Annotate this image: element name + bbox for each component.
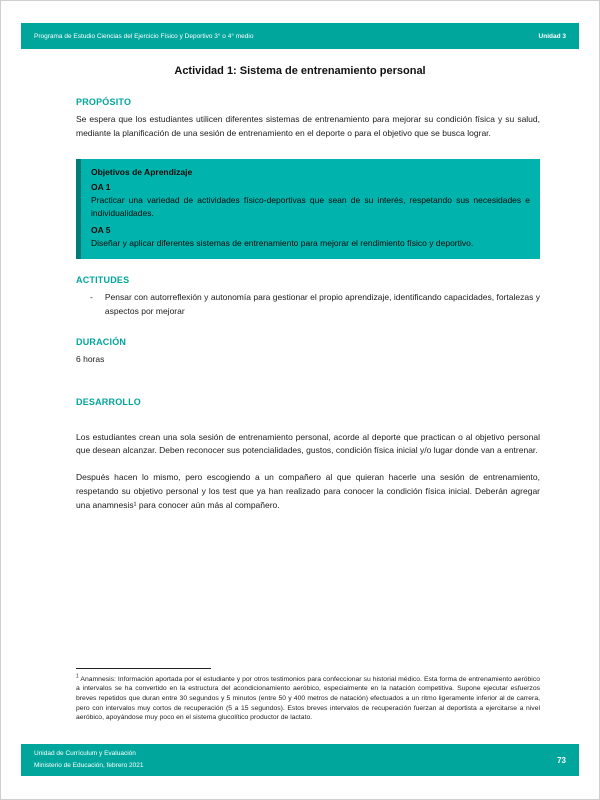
desarrollo-paragraph-1: Los estudiantes crean una sola sesión de entrenamiento personal, acorde al deporte que practican o al objetivo personal que desean alcanzar. Deben reconocer sus potencialidades, gustos, condición física inicial y/o lugar donde van a entrenar. xyxy=(76,431,540,456)
desarrollo-paragraph-2: Después hacen lo mismo, pero escogiendo a un compañero al que quieran hacerle una sesión de entrenamiento, respetando su objetivo personal y los test que ya han realizado para conocer la condición física inicial. Deberán agregar una anamnesis¹ para conocer aún más al compañero. xyxy=(76,472,540,510)
actitudes-body: Pensar con autorreflexión y autonomía para gestionar el propio aprendizaje, identificando capacidades, fortalezas y aspectos por mejorar xyxy=(104,292,540,317)
footnote-marker: 1 xyxy=(76,673,79,680)
section-actitudes xyxy=(76,275,540,319)
actitudes-heading: ACTITUDES xyxy=(76,275,130,286)
activity-title: Actividad 1: Sistema de entrenamiento personal xyxy=(174,65,426,77)
footer-line-2: Ministerio de Educación, febrero 2021 xyxy=(34,762,144,769)
actitudes-list-item xyxy=(76,291,540,319)
footnote-divider xyxy=(76,668,211,669)
objetivos-aprendizaje-box xyxy=(76,159,540,260)
bullet-dash: - xyxy=(90,292,93,303)
proposito-heading: PROPÓSITO xyxy=(76,97,132,107)
desarrollo-heading: DESARROLLO xyxy=(76,396,141,407)
oa1-code: OA 1 xyxy=(91,181,111,192)
proposito-body: Se espera que los estudiantes utilicen diferentes sistemas de entrenamiento para mejorar su condición física y su salud, mediante la planificación de una sesión de entrenamiento en el deporte o para el objetivo que se busca lograr. xyxy=(76,114,540,138)
section-desarrollo xyxy=(76,397,540,513)
header-unit-label: Unidad 3 xyxy=(538,32,566,40)
oa1-text: Practicar una variedad de actividades físico-deportivas que sean de su interés, respetando sus necesidades e individualidades. xyxy=(91,194,530,219)
footnote-text xyxy=(76,675,540,723)
duracion-body: 6 horas xyxy=(76,353,105,364)
page-header-bar xyxy=(21,23,579,49)
section-proposito xyxy=(76,97,540,141)
oa5-text: Diseñar y aplicar diferentes sistemas de entrenamiento para mejorar el rendimiento físico y deportivo. xyxy=(91,237,474,248)
oa5-code: OA 5 xyxy=(91,224,111,235)
page-number: 73 xyxy=(557,755,566,765)
page-footer-bar xyxy=(21,744,579,776)
section-duracion xyxy=(76,337,540,367)
duracion-heading: DURACIÓN xyxy=(76,336,127,347)
footer-credits xyxy=(34,748,143,771)
header-program-title: Programa de Estudio Ciencias del Ejercicio Físico y Deportivo 3° o 4° medio xyxy=(34,32,254,40)
content-area xyxy=(76,97,540,525)
oa-box-title: Objetivos de Aprendizaje xyxy=(91,166,193,177)
footnote-block xyxy=(76,668,540,723)
footer-line-1: Unidad de Currículum y Evaluación xyxy=(34,750,136,758)
footnote-body: Anamnesis: Información aportada por el estudiante y por otros testimonios para confeccionar su historial médico. Esta forma de entrenamiento aeróbico a intervalos se ha convertido en la estructura del acondicionamiento aeróbico, especialmente en la natación competitiva. Supone ejecutar esfuerzos breves repetidos que duran entre 30 segundos y 5 minutos (entre 50 y 400 metros de natación) efectuados a un ritmo ligeramente inferior al de carrera, pero con intervalos muy cortos de recuperación (5 a 15 segundos). Estos breves intervalos de recuperación fuerzan al deportista a ejercitarse a nivel aeróbico, apoyándose muy poco en el sistema glucolítico productor de lactato. xyxy=(76,675,540,722)
